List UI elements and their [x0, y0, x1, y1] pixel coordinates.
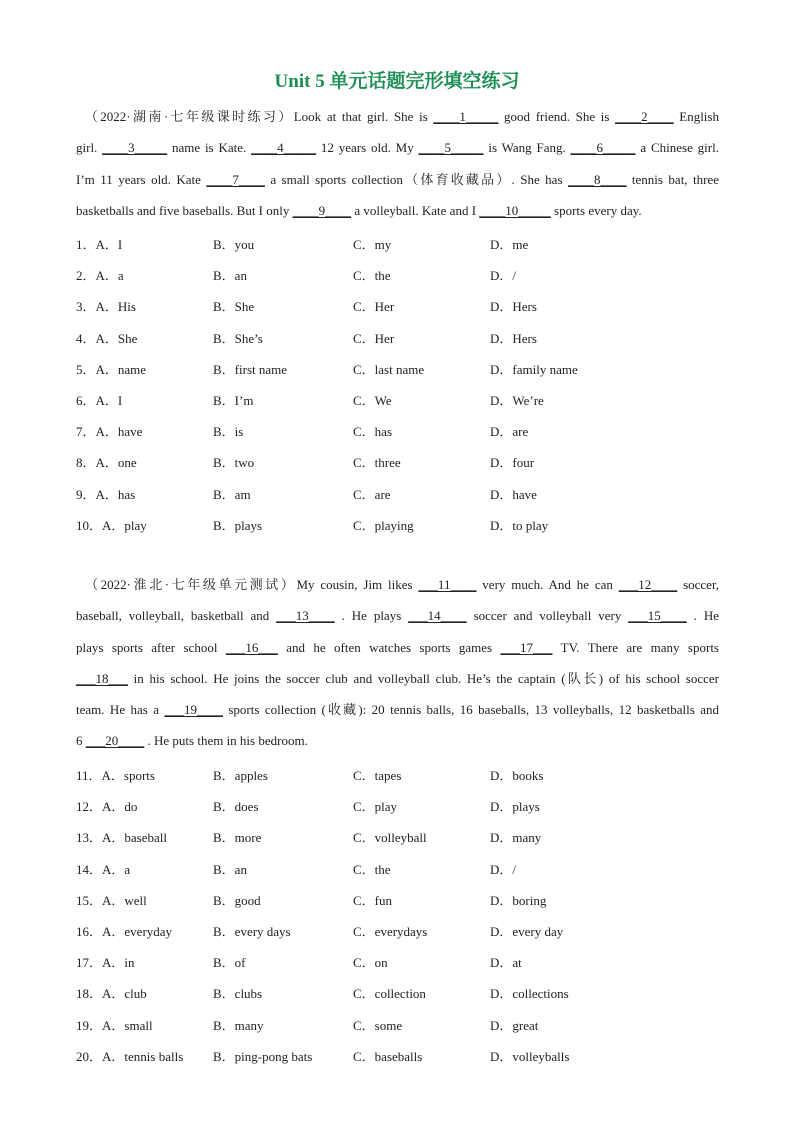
answer-blank: ____10_____: [479, 202, 551, 218]
option-d[interactable]: D．to play: [490, 517, 549, 533]
option-a[interactable]: [76, 983, 147, 1002]
question-row: [76, 484, 726, 504]
question-row: [76, 515, 726, 535]
question-number: 14．: [76, 861, 103, 877]
passage-text: . He: [686, 608, 719, 624]
passage-text: name is Kate.: [167, 140, 252, 156]
option-d[interactable]: D．/: [490, 268, 517, 284]
answer-blank: ____7____: [206, 171, 265, 187]
question-number: 11．: [76, 768, 102, 783]
option-c[interactable]: C．fun: [353, 892, 393, 908]
question-number: 7．: [76, 424, 96, 440]
question-number: 9．: [76, 486, 96, 502]
question-row: [76, 265, 726, 285]
answer-blank: ____2____: [615, 109, 674, 124]
question-row: [76, 328, 726, 348]
option-a[interactable]: [76, 765, 155, 784]
question-number: 10．: [76, 517, 103, 533]
option-text: A．tennis balls: [102, 1048, 184, 1064]
option-a[interactable]: [76, 515, 147, 534]
question-number: 15．: [76, 892, 103, 908]
option-text: A．everyday: [102, 924, 173, 939]
question-number: 3．: [76, 299, 96, 315]
passage-line: [76, 569, 719, 600]
answer-blank: ___15____: [628, 608, 687, 624]
passage-line: [76, 132, 719, 163]
option-c[interactable]: C．on: [353, 955, 388, 971]
option-d[interactable]: D．great: [490, 1017, 539, 1033]
option-a[interactable]: [76, 827, 167, 846]
option-a[interactable]: [76, 890, 147, 909]
option-text: A．She: [95, 330, 138, 346]
answer-blank: ____8____: [567, 171, 627, 187]
option-a[interactable]: [76, 296, 136, 315]
passage-text: a small sports collection（体育收藏品）. She has: [264, 171, 568, 187]
question-number: 18．: [76, 986, 103, 1002]
question-row: [76, 827, 726, 847]
question-row: [76, 390, 726, 410]
option-b[interactable]: B．you: [213, 237, 255, 252]
option-b[interactable]: B．first name: [213, 361, 288, 377]
passage-text: tennis bat, three: [626, 171, 719, 187]
passage-text: good friend. She is: [498, 109, 616, 124]
option-c[interactable]: C．the: [353, 861, 391, 877]
option-d[interactable]: D．volleyballs: [490, 1048, 570, 1064]
option-text: A．has: [95, 486, 136, 502]
question-row: [76, 421, 726, 441]
question-row: [76, 296, 726, 316]
answer-blank: ___11____: [418, 577, 477, 592]
option-c[interactable]: C．Her: [353, 330, 395, 346]
option-d[interactable]: D．/: [490, 861, 517, 877]
option-b[interactable]: B．apples: [213, 768, 268, 783]
passage-text: a Chinese girl.: [635, 140, 719, 156]
question-number: 2．: [76, 268, 96, 284]
option-c[interactable]: C．play: [353, 799, 398, 815]
option-d[interactable]: D．family name: [490, 361, 578, 377]
answer-blank: ____4_____: [251, 140, 317, 156]
option-c[interactable]: C．has: [353, 424, 393, 440]
option-d[interactable]: D．books: [490, 768, 544, 783]
option-d[interactable]: D．four: [490, 455, 535, 471]
question-number: 4．: [76, 330, 96, 346]
passage-line: [76, 694, 719, 725]
passage-text: soccer and volleyball very: [466, 608, 629, 624]
passage-line: [76, 164, 719, 195]
option-text: A．a: [102, 861, 131, 877]
option-a[interactable]: [76, 390, 122, 409]
option-d[interactable]: D．every day: [490, 924, 564, 939]
answer-blank: ___16___: [225, 639, 278, 655]
option-text: A．I: [95, 237, 123, 252]
option-text: A．one: [95, 455, 137, 471]
option-a[interactable]: [76, 452, 137, 471]
question-number: 17．: [76, 955, 103, 971]
passage-text: 12 years old. My: [316, 140, 419, 156]
option-c[interactable]: C．are: [353, 486, 391, 502]
option-b[interactable]: B．plays: [213, 517, 263, 533]
option-b[interactable]: B．two: [213, 455, 255, 471]
option-text: A．a: [95, 268, 124, 284]
answer-blank: ____3_____: [102, 140, 168, 156]
option-a[interactable]: [76, 359, 146, 378]
option-text: A．well: [102, 892, 147, 908]
option-a[interactable]: [76, 234, 122, 253]
option-b[interactable]: B．am: [213, 486, 251, 502]
option-b[interactable]: B．She: [213, 299, 255, 315]
option-c[interactable]: C．playing: [353, 517, 414, 533]
answer-blank: ___19____: [164, 702, 223, 718]
answer-blank: ___12____: [618, 577, 678, 592]
passage-text: English: [673, 109, 719, 124]
option-b[interactable]: B．She’s: [213, 330, 263, 346]
question-number: 1．: [76, 237, 96, 252]
option-b[interactable]: B．of: [213, 955, 246, 971]
answer-blank: ____1_____: [433, 109, 499, 124]
passage-text: team. He has a: [76, 702, 165, 718]
option-c[interactable]: C．baseballs: [353, 1048, 423, 1064]
answer-blank: ___20____: [85, 733, 145, 749]
passage-text: baseball, volleyball, basketball and: [76, 608, 277, 624]
passage-line: [76, 195, 719, 226]
option-a[interactable]: [76, 796, 137, 815]
option-d[interactable]: D．plays: [490, 799, 540, 815]
option-text: A．His: [95, 299, 136, 315]
passage-text: very much. And he can: [476, 577, 619, 592]
option-text: A．small: [102, 1017, 153, 1033]
option-d[interactable]: D．are: [490, 424, 529, 440]
option-text: A．play: [102, 517, 147, 533]
question-row: [76, 359, 726, 379]
option-b[interactable]: B．an: [213, 268, 247, 284]
question-row: [76, 1015, 726, 1035]
option-d[interactable]: D．at: [490, 955, 522, 971]
passage-line: [76, 632, 719, 663]
question-number: 19．: [76, 1017, 103, 1033]
passage-text: sports every day.: [550, 202, 642, 218]
option-a[interactable]: [76, 265, 124, 284]
question-row: [76, 983, 726, 1003]
passage-text: soccer,: [677, 577, 720, 592]
option-c[interactable]: C．the: [353, 268, 391, 284]
passage-text: . He plays: [334, 608, 409, 624]
question-row: [76, 234, 726, 254]
passage-text: girl.: [76, 140, 103, 156]
option-a[interactable]: [76, 421, 142, 440]
answer-blank: ____5_____: [418, 140, 484, 156]
option-a[interactable]: [76, 1015, 153, 1034]
option-c[interactable]: C．volleyball: [353, 830, 427, 846]
question-number: 8．: [76, 455, 96, 471]
option-b[interactable]: B．an: [213, 861, 247, 877]
question-number: 16．: [76, 924, 103, 939]
option-c[interactable]: C．last name: [353, 361, 425, 377]
passage-line: [76, 663, 719, 694]
passage-text: TV. There are many sports: [552, 639, 719, 655]
passage-text: in his school. He joins the soccer club and volleyball club. He’s the captain (队长) of his school soccer: [128, 670, 719, 686]
option-b[interactable]: B．I’m: [213, 393, 254, 408]
passage-1: [76, 101, 719, 226]
answer-blank: ___13____: [276, 608, 335, 624]
question-number: 13．: [76, 830, 103, 846]
answer-blank: ___18___: [76, 670, 128, 686]
answer-blank: ____9____: [292, 202, 352, 218]
answer-blank: ___17___: [500, 639, 553, 655]
option-d[interactable]: D．boring: [490, 892, 547, 908]
question-number: 20．: [76, 1048, 103, 1064]
question-row: [76, 859, 726, 879]
question-row: [76, 921, 726, 941]
option-b[interactable]: B．good: [213, 892, 261, 908]
option-b[interactable]: B．clubs: [213, 986, 263, 1002]
answer-blank: ____6_____: [570, 140, 636, 156]
option-b[interactable]: B．ping-pong bats: [213, 1048, 313, 1064]
option-c[interactable]: C．Her: [353, 299, 395, 315]
page-title: Unit 5 单元话题完形填空练习: [274, 71, 520, 92]
option-a[interactable]: [76, 859, 130, 878]
question-row: [76, 1046, 726, 1066]
option-text: A．have: [95, 424, 143, 440]
passage-text: and he often watches sports games: [277, 639, 501, 655]
option-b[interactable]: B．is: [213, 424, 244, 440]
passage-2: [76, 569, 719, 757]
passage-text: basketballs and five baseballs. But I only: [76, 202, 293, 218]
option-a[interactable]: [76, 952, 135, 971]
option-a[interactable]: [76, 921, 172, 940]
question-row: [76, 765, 726, 785]
passage-text: （2022·淮北·七年级单元测试）My cousin, Jim likes: [76, 577, 419, 592]
passage-text: （2022·湖南·七年级课时练习）Look at that girl. She is: [76, 109, 434, 124]
passage-line: [76, 600, 719, 631]
passage-text: plays sports after school: [76, 639, 226, 655]
option-c[interactable]: C．everydays: [353, 924, 428, 939]
question-number: 6．: [76, 393, 96, 408]
option-d[interactable]: D．Hers: [490, 330, 537, 346]
option-a[interactable]: [76, 1046, 183, 1065]
question-row: [76, 452, 726, 472]
option-text: A．baseball: [102, 830, 167, 846]
question-row: [76, 796, 726, 816]
question-row: [76, 952, 726, 972]
option-a[interactable]: [76, 484, 135, 503]
option-c[interactable]: C．We: [353, 393, 392, 408]
question-number: 12．: [76, 799, 103, 815]
passage-text: a volleyball. Kate and I: [351, 202, 480, 218]
option-b[interactable]: B．every days: [213, 924, 291, 939]
option-c[interactable]: C．tapes: [353, 768, 402, 783]
question-row: [76, 890, 726, 910]
option-d[interactable]: D．many: [490, 830, 542, 846]
option-c[interactable]: C．my: [353, 237, 392, 252]
option-b[interactable]: B．does: [213, 799, 259, 815]
passage-line: [76, 725, 719, 756]
option-text: A．I: [95, 393, 123, 408]
option-text: A．sports: [101, 768, 155, 783]
passage-text: . He puts them in his bedroom.: [144, 733, 308, 749]
option-a[interactable]: [76, 328, 137, 347]
passage-line: [76, 101, 719, 132]
option-d[interactable]: D．have: [490, 486, 537, 502]
option-d[interactable]: D．me: [490, 237, 529, 252]
option-c[interactable]: C．collection: [353, 986, 426, 1002]
option-text: A．in: [102, 955, 135, 971]
passage-text: I’m 11 years old. Kate: [76, 171, 207, 187]
passage-text: sports collection (收藏): 20 tennis balls, 16 baseballs, 13 volleyballs, 12 basketballs and: [222, 702, 719, 718]
option-c[interactable]: C．some: [353, 1017, 403, 1033]
option-text: A．do: [102, 799, 138, 815]
option-text: A．name: [95, 361, 147, 377]
answer-blank: ___14____: [408, 608, 467, 624]
option-d[interactable]: D．We’re: [490, 393, 544, 408]
option-text: A．club: [102, 986, 147, 1002]
option-b[interactable]: B．many: [213, 1017, 264, 1033]
option-c[interactable]: C．three: [353, 455, 401, 471]
passage-text: is Wang Fang.: [483, 140, 571, 156]
question-number: 5．: [76, 361, 96, 377]
option-d[interactable]: D．collections: [490, 986, 569, 1002]
option-b[interactable]: B．more: [213, 830, 262, 846]
passage-text: 6: [76, 733, 86, 749]
option-d[interactable]: D．Hers: [490, 299, 537, 315]
